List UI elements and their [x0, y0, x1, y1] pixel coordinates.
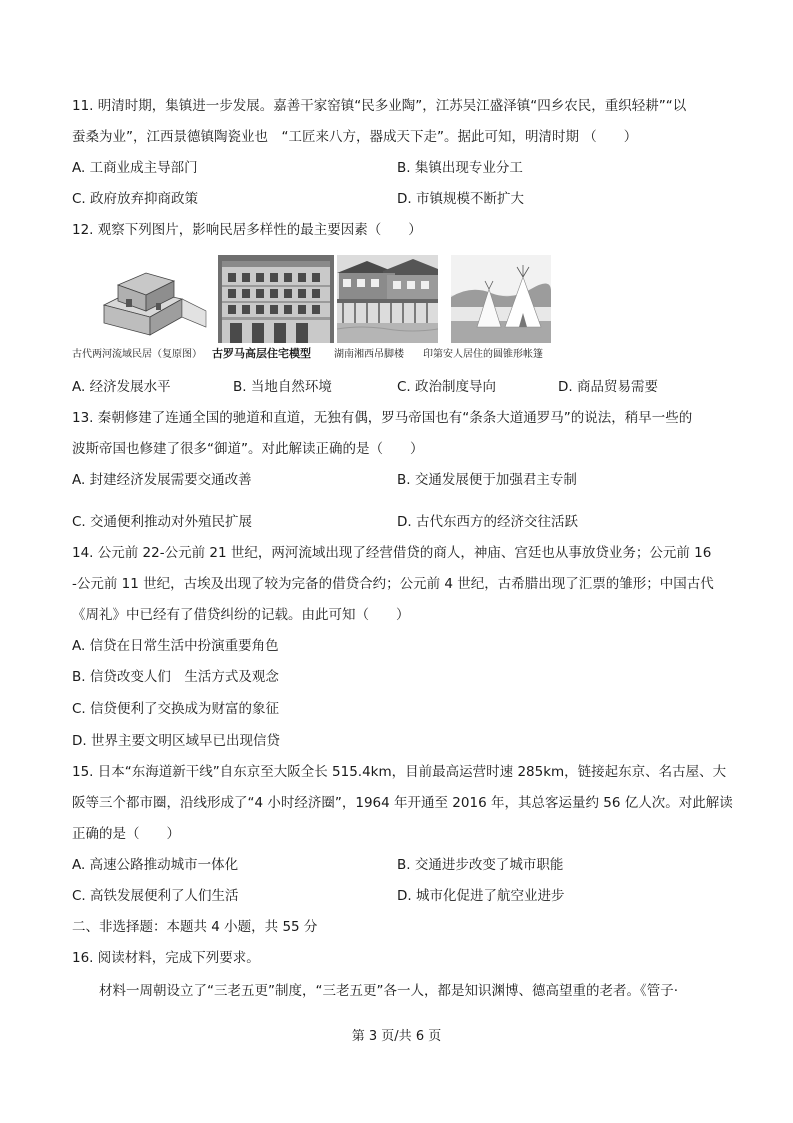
q14-option-c: C. 信贷便利了交换成为财富的象征	[72, 701, 280, 717]
q12-option-b: B. 当地自然环境	[233, 379, 332, 395]
caption-stilt-house: 湖南湘西吊脚楼	[334, 349, 404, 360]
q14-line-2: -公元前 11 世纪，古埃及出现了较为完备的借贷合约；公元前 4 世纪，古希腊出现了汇票的雏形；中国古代	[72, 576, 714, 592]
q15-option-d: D. 城市化促进了航空业进步	[397, 888, 565, 904]
q13-option-a: A. 封建经济发展需要交通改善	[72, 472, 252, 488]
caption-tipi: 印第安人居住的圆锥形帐篷	[423, 349, 543, 360]
q11-option-d: D. 市镇规模不断扩大	[397, 191, 524, 207]
caption-mesopotamian-dwelling: 古代两河流域民居（复原图）	[72, 349, 202, 360]
q11-option-a: A. 工商业成主导部门	[72, 160, 198, 176]
q13-option-c: C. 交通便利推动对外殖民扩展	[72, 514, 253, 530]
q12-option-a: A. 经济发展水平	[72, 379, 171, 395]
q14-line-3: 《周礼》中已经有了借贷纠纷的记载。由此可知（ ）	[72, 607, 410, 623]
stilt-house-image	[337, 255, 438, 343]
q15-option-b: B. 交通进步改变了城市职能	[397, 857, 564, 873]
q13-line-2: 波斯帝国也修建了很多“御道”。对此解读正确的是（ ）	[72, 441, 424, 457]
q11-option-c: C. 政府放弃抑商政策	[72, 191, 199, 207]
q11-option-b: B. 集镇出现专业分工	[397, 160, 523, 176]
q14-option-d: D. 世界主要文明区域早已出现信贷	[72, 733, 280, 749]
q13-line-1: 13. 秦朝修建了连通全国的驰道和直道，无独有偶，罗马帝国也有“条条大道通罗马”的说法，稍早一些的	[72, 410, 693, 426]
q16-line-1: 16. 阅读材料，完成下列要求。	[72, 950, 260, 966]
q11-line-2: 蚕桑为业”，江西景德镇陶瓷业也 “工匠来八方，器成天下走”。据此可知，明清时期 （ ）	[72, 129, 638, 145]
q15-line-1: 15. 日本“东海道新干线”自东京至大阪全长 515.4km，目前最高运营时速 285km，链接起东京、名古屋、大	[72, 764, 727, 780]
mesopotamian-dwelling-image	[96, 255, 214, 343]
q12-line-1: 12. 观察下列图片，影响民居多样性的最主要因素（ ）	[72, 222, 422, 238]
q15-option-a: A. 高速公路推动城市一体化	[72, 857, 239, 873]
q14-option-a: A. 信贷在日常生活中扮演重要角色	[72, 638, 279, 654]
section-heading: 二、非选择题：本题共 4 小题，共 55 分	[72, 919, 318, 935]
q16-line-2: 材料一周朝设立了“三老五更”制度，“三老五更”各一人，都是知识渊博、德高望重的老者。《管子·	[99, 983, 679, 999]
q11-line-1: 11. 明清时期，集镇进一步发展。嘉善干家窑镇“民多业陶”，江苏吴江盛泽镇“四乡农民，重织轻耕”“以	[72, 98, 687, 114]
q13-option-b: B. 交通发展便于加强君主专制	[397, 472, 577, 488]
q15-option-c: C. 高铁发展便利了人们生活	[72, 888, 239, 904]
q14-line-1: 14. 公元前 22-公元前 21 世纪，两河流域出现了经营借贷的商人，神庙、宫廷也从事放贷业务；公元前 16	[72, 545, 712, 561]
page-footer: 第 3 页/共 6 页	[351, 1029, 442, 1044]
q14-option-b: B. 信贷改变人们 生活方式及观念	[72, 669, 279, 685]
caption-roman-insula: 古罗马高层住宅模型	[212, 347, 311, 360]
tipi-image	[451, 255, 551, 343]
q15-line-3: 正确的是（ ）	[72, 826, 180, 842]
q15-line-2: 阪等三个都市圈，沿线形成了“4 小时经济圈”，1964 年开通至 2016 年，其总客运量约 56 亿人次。对此解读	[72, 795, 733, 811]
q13-option-d: D. 古代东西方的经济交往活跃	[397, 514, 578, 530]
roman-insula-image	[218, 255, 334, 343]
q12-option-c: C. 政治制度导向	[397, 379, 497, 395]
q12-option-d: D. 商品贸易需要	[558, 379, 658, 395]
